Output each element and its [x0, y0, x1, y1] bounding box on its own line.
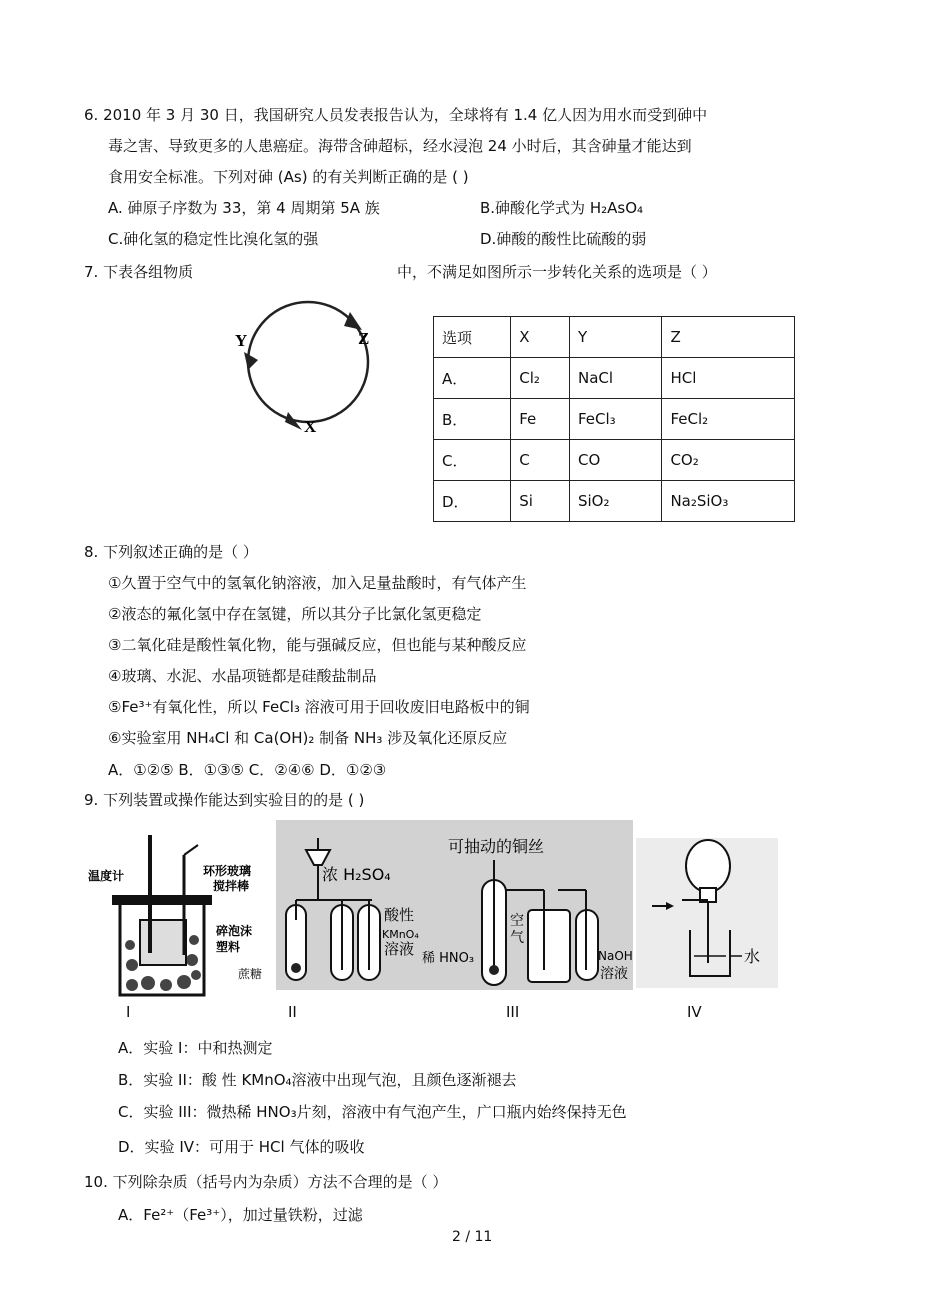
- table-cell: CO: [569, 440, 661, 481]
- table-row: [434, 358, 795, 399]
- q10-option-a: A．Fe²⁺（Fe³⁺），加过量铁粉，过滤: [118, 1206, 363, 1224]
- label-kmno4: KMnO₄: [382, 928, 419, 941]
- table-cell: D．: [434, 481, 511, 522]
- conversion-cycle-diagram: [230, 290, 390, 440]
- q9-option-d: D．实验 IV：可用于 HCl 气体的吸收: [118, 1138, 365, 1156]
- table-header-cell: 选项: [434, 317, 511, 358]
- label-foam-2: 塑料: [216, 940, 241, 954]
- table-cell: C: [511, 440, 570, 481]
- label-conc-h2so4: 浓 H₂SO₄: [322, 865, 391, 884]
- label-copper-wire: 可抽动的铜丝: [448, 837, 545, 856]
- table-cell: B．: [434, 399, 511, 440]
- q7-stem-b: 中，不满足如图所示一步转化关系的选项是（ ）: [397, 263, 717, 281]
- table-cell: FeCl₃: [569, 399, 661, 440]
- table-cell: FeCl₂: [662, 399, 795, 440]
- cycle-label-y: Y: [235, 331, 248, 350]
- table-header-cell: X: [511, 317, 570, 358]
- label-sucrose: 蔗糖: [238, 967, 263, 981]
- table-row: [434, 481, 795, 522]
- q7-stem-a: 7. 下表各组物质: [84, 263, 194, 281]
- q6-line3: 食用安全标准。下列对砷 (As) 的有关判断正确的是 ( ): [108, 168, 469, 186]
- table-header-cell: Z: [662, 317, 795, 358]
- q6-option-a: A. 砷原子序数为 33，第 4 周期第 5A 族: [108, 199, 380, 217]
- q8-statement-5: ⑤Fe³⁺有氧化性，所以 FeCl₃ 溶液可用于回收废旧电路板中的铜: [108, 698, 530, 716]
- table-cell: CO₂: [662, 440, 795, 481]
- q9-option-c: C．实验 III：微热稀 HNO₃片刻，溶液中有气泡产生，广口瓶内始终保持无色: [118, 1103, 627, 1121]
- q8-stem: 8. 下列叙述正确的是（ ）: [84, 543, 258, 561]
- q9-option-b: B．实验 II：酸 性 KMnO₄溶液中出现气泡，且颜色逐渐褪去: [118, 1071, 517, 1089]
- figure-label-iv: IV: [687, 1003, 702, 1021]
- label-air-1: 空: [510, 913, 524, 929]
- table-cell: SiO₂: [569, 481, 661, 522]
- label-foam-1: 碎泡沫: [216, 924, 253, 938]
- table-cell: A．: [434, 358, 511, 399]
- q6-line1: 6. 2010 年 3 月 30 日，我国研究人员发表报告认为，全球将有 1.4 亿人因为用水而受到砷中: [84, 106, 708, 124]
- table-header-cell: Y: [569, 317, 661, 358]
- q6-option-b: B.砷酸化学式为 H₂AsO₄: [480, 199, 644, 217]
- q8-statement-1: ①久置于空气中的氢氧化钠溶液，加入足量盐酸时，有气体产生: [108, 574, 527, 592]
- table-row: [434, 399, 795, 440]
- q9-option-a: A．实验 I：中和热测定: [118, 1039, 273, 1057]
- label-stirrer-2: 搅拌棒: [213, 879, 250, 893]
- label-air-2: 气: [510, 930, 524, 946]
- label-stirrer-1: 环形玻璃: [203, 864, 252, 878]
- label-thermometer: 温度计: [88, 869, 125, 883]
- table-cell: Fe: [511, 399, 570, 440]
- page-number: 2 / 11: [452, 1229, 493, 1245]
- figure-label-iii: III: [506, 1003, 520, 1021]
- table-cell: Cl₂: [511, 358, 570, 399]
- q8-statement-3: ③二氧化硅是酸性氧化物，能与强碱反应，但也能与某种酸反应: [108, 636, 527, 654]
- label-naoh: NaOH: [598, 949, 633, 963]
- cycle-label-z: Z: [358, 329, 370, 348]
- table-cell: Si: [511, 481, 570, 522]
- label-naoh-solution: 溶液: [600, 966, 628, 982]
- table-row: [434, 440, 795, 481]
- figure-label-i: I: [126, 1003, 131, 1021]
- q8-statement-2: ②液态的氟化氢中存在氢键，所以其分子比氯化氢更稳定: [108, 605, 482, 623]
- q6-line2: 毒之害、导致更多的人患癌症。海带含砷超标，经水浸泡 24 小时后，其含砷量才能达到: [108, 137, 692, 155]
- q9-stem: 9. 下列装置或操作能达到实验目的的是 ( ): [84, 791, 365, 809]
- apparatus-iv-gas-absorption: [636, 838, 778, 988]
- apparatus-ii-iii: [238, 820, 633, 990]
- table-cell: HCl: [662, 358, 795, 399]
- q8-options: A．①②⑤ B．①③⑤ C．②④⑥ D．①②③: [108, 761, 387, 779]
- label-dilute-hno3: 稀 HNO₃: [422, 951, 475, 966]
- table-header-row: [434, 317, 795, 358]
- table-cell: Na₂SiO₃: [662, 481, 795, 522]
- table-cell: C．: [434, 440, 511, 481]
- label-acidic: 酸性: [384, 906, 415, 924]
- table-cell: NaCl: [569, 358, 661, 399]
- q8-statement-6: ⑥实验室用 NH₄Cl 和 Ca(OH)₂ 制备 NH₃ 涉及氧化还原反应: [108, 729, 508, 747]
- label-water: 水: [744, 947, 761, 966]
- q7-options-table: [433, 316, 795, 522]
- cycle-label-x: X: [304, 417, 317, 436]
- figure-label-ii: II: [288, 1003, 297, 1021]
- q10-stem: 10. 下列除杂质（括号内为杂质）方法不合理的是（ ）: [84, 1173, 448, 1191]
- label-solution: 溶液: [384, 940, 415, 958]
- q8-statement-4: ④玻璃、水泥、水晶项链都是硅酸盐制品: [108, 667, 377, 685]
- q6-option-c: C.砷化氢的稳定性比溴化氢的强: [108, 230, 319, 248]
- q6-option-d: D.砷酸的酸性比硫酸的弱: [480, 230, 647, 248]
